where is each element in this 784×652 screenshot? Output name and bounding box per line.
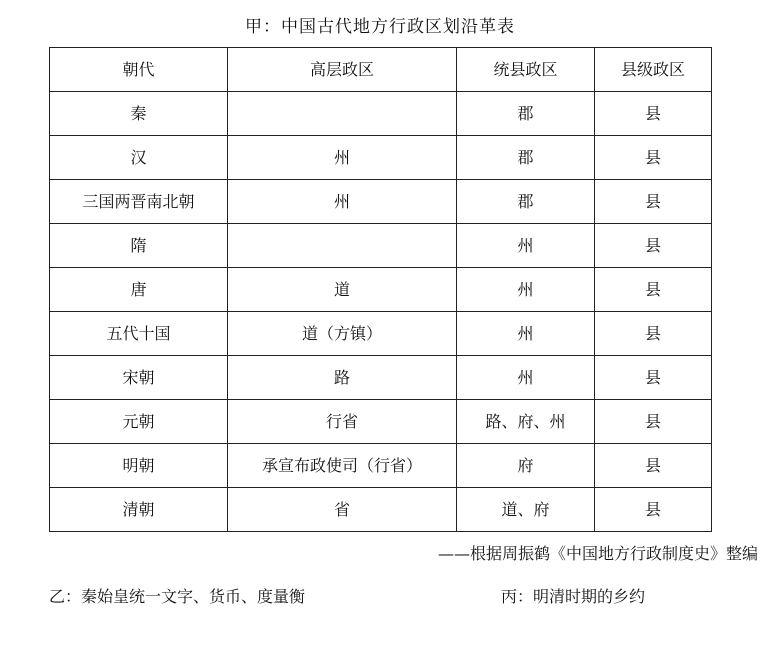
cell-prefecture-level: 州 — [457, 356, 595, 400]
cell-county-level: 县 — [595, 444, 712, 488]
cell-prefecture-level: 郡 — [457, 136, 595, 180]
cell-prefecture-level: 州 — [457, 268, 595, 312]
cell-high-level: 行省 — [228, 400, 457, 444]
table-row — [50, 312, 712, 356]
header-dynasty: 朝代 — [50, 48, 228, 92]
cell-county-level: 县 — [595, 268, 712, 312]
cell-prefecture-level: 道、府 — [457, 488, 595, 532]
table-row — [50, 268, 712, 312]
cell-county-level: 县 — [595, 400, 712, 444]
cell-county-level: 县 — [595, 312, 712, 356]
table-row — [50, 356, 712, 400]
cell-county-level: 县 — [595, 356, 712, 400]
header-prefecture-level: 统县政区 — [457, 48, 595, 92]
header-county-level: 县级政区 — [595, 48, 712, 92]
cell-dynasty: 宋朝 — [50, 356, 228, 400]
cell-prefecture-level: 府 — [457, 444, 595, 488]
cell-dynasty: 元朝 — [50, 400, 228, 444]
cell-dynasty: 五代十国 — [50, 312, 228, 356]
cell-county-level: 县 — [595, 224, 712, 268]
cell-dynasty: 唐 — [50, 268, 228, 312]
cell-dynasty: 隋 — [50, 224, 228, 268]
cell-high-level: 州 — [228, 180, 457, 224]
cell-high-level: 承宣布政使司（行省） — [228, 444, 457, 488]
table-row — [50, 92, 712, 136]
header-high-level: 高层政区 — [228, 48, 457, 92]
cell-county-level: 县 — [595, 136, 712, 180]
caption-yi: 乙：秦始皇统一文字、货币、度量衡 — [49, 587, 306, 606]
cell-high-level: 路 — [228, 356, 457, 400]
cell-high-level — [228, 224, 457, 268]
cell-prefecture-level: 郡 — [457, 92, 595, 136]
cell-high-level: 州 — [228, 136, 457, 180]
cell-dynasty: 秦 — [50, 92, 228, 136]
cell-county-level: 县 — [595, 180, 712, 224]
cell-county-level: 县 — [595, 92, 712, 136]
cell-dynasty: 汉 — [50, 136, 228, 180]
table-row — [50, 488, 712, 532]
table-row — [50, 444, 712, 488]
cell-prefecture-level: 州 — [457, 312, 595, 356]
cell-prefecture-level: 州 — [457, 224, 595, 268]
cell-prefecture-level: 路、府、州 — [457, 400, 595, 444]
cell-high-level — [228, 92, 457, 136]
cell-high-level: 道（方镇） — [228, 312, 457, 356]
cell-high-level: 道 — [228, 268, 457, 312]
cell-dynasty: 清朝 — [50, 488, 228, 532]
caption-bing: 丙：明清时期的乡约 — [501, 587, 646, 606]
cell-high-level: 省 — [228, 488, 457, 532]
source-note: ——根据周振鹤《中国地方行政制度史》整编 — [437, 544, 758, 563]
table-row — [50, 224, 712, 268]
table-title: 甲：中国古代地方行政区划沿革表 — [245, 17, 515, 37]
table-row — [50, 136, 712, 180]
cell-dynasty: 三国两晋南北朝 — [50, 180, 228, 224]
table-header-row — [50, 48, 712, 92]
cell-prefecture-level: 郡 — [457, 180, 595, 224]
table-row — [50, 180, 712, 224]
table-row — [50, 400, 712, 444]
cell-county-level: 县 — [595, 488, 712, 532]
admin-division-table — [49, 47, 712, 532]
cell-dynasty: 明朝 — [50, 444, 228, 488]
